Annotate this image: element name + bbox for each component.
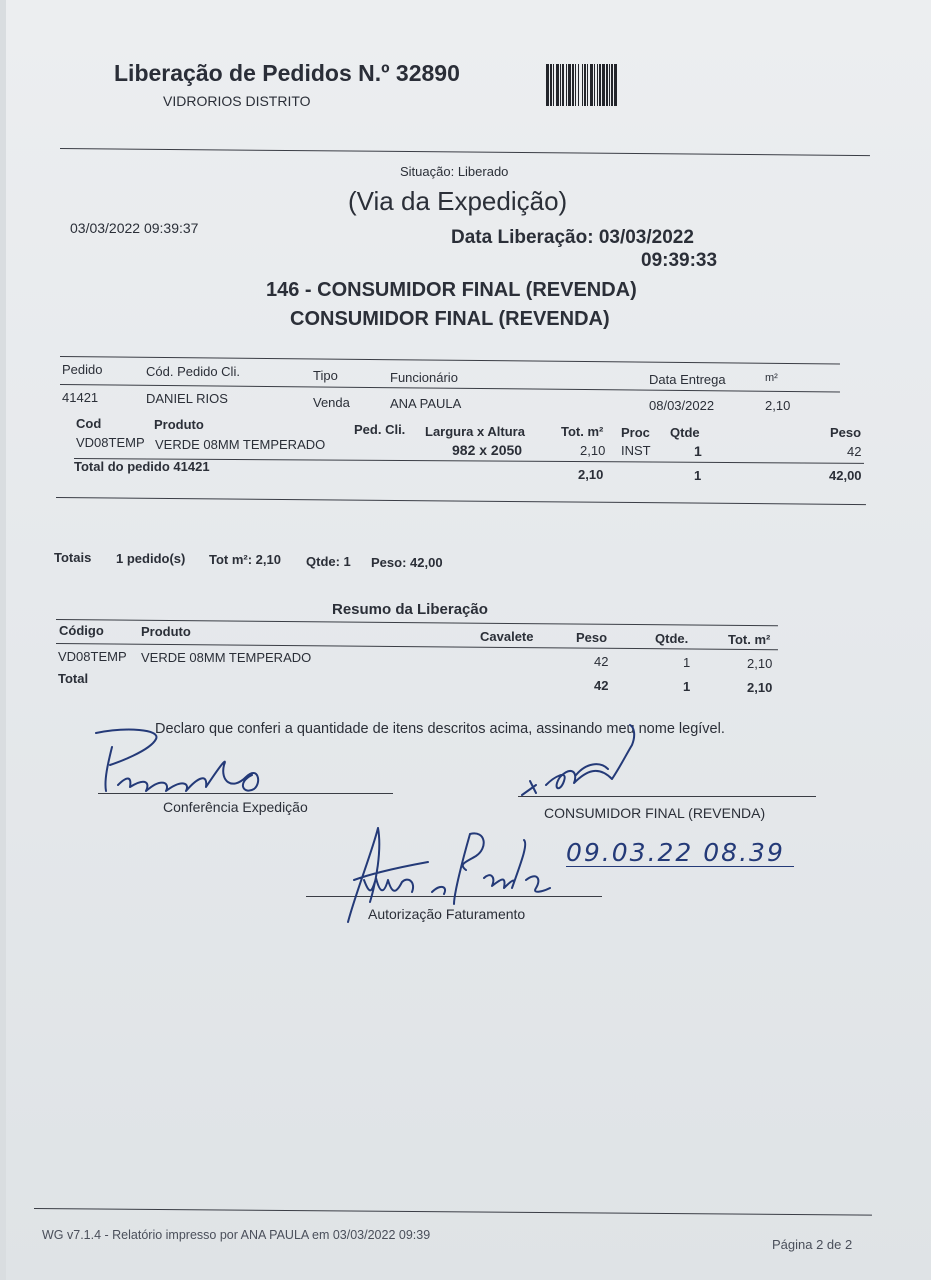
company-name: VIDRORIOS DISTRITO bbox=[163, 93, 311, 109]
col-tipo: Tipo bbox=[313, 368, 338, 383]
item-col-tot-m2: Tot. m² bbox=[561, 424, 604, 439]
summary-col-qtde: Qtde. bbox=[655, 631, 689, 646]
autorizacao-signature bbox=[336, 822, 566, 932]
employee: ANA PAULA bbox=[390, 396, 462, 411]
item-tot-m2: 2,10 bbox=[580, 443, 606, 458]
handwritten-date-underline bbox=[566, 866, 794, 867]
item-code: VD08TEMP bbox=[76, 435, 145, 450]
summary-title: Resumo da Liberação bbox=[332, 601, 488, 618]
totals-m2: Tot m²: 2,10 bbox=[209, 552, 281, 567]
order-total-label: Total do pedido 41421 bbox=[74, 459, 210, 474]
client-line-2: CONSUMIDOR FINAL (REVENDA) bbox=[290, 308, 610, 330]
conferencia-signature bbox=[86, 725, 296, 805]
autorizacao-label: Autorização Faturamento bbox=[368, 906, 526, 922]
client-line-1: 146 - CONSUMIDOR FINAL (REVENDA) bbox=[266, 279, 637, 301]
item-dims: 982 x 2050 bbox=[452, 442, 523, 458]
summary-row-tot-m2: 2,10 bbox=[747, 656, 773, 671]
print-datetime: 03/03/2022 09:39:37 bbox=[70, 220, 199, 236]
header-divider bbox=[60, 148, 870, 156]
summary-col-codigo: Código bbox=[59, 623, 104, 638]
consumidor-label: CONSUMIDOR FINAL (REVENDA) bbox=[544, 805, 766, 821]
item-qtde: 1 bbox=[694, 443, 702, 459]
footer-printed-by: WG v7.1.4 - Relatório impresso por ANA PAULA em 03/03/2022 09:39 bbox=[42, 1228, 431, 1242]
item-col-qtde: Qtde bbox=[670, 425, 700, 440]
item-proc: INST bbox=[621, 443, 651, 458]
item-col-proc: Proc bbox=[621, 425, 650, 440]
totals-orders: 1 pedido(s) bbox=[116, 551, 186, 566]
handwritten-date: 09.03.22 08.39 bbox=[566, 838, 785, 867]
status-text: Situação: Liberado bbox=[400, 164, 509, 179]
order-total-peso: 42,00 bbox=[829, 468, 862, 483]
order-type: Venda bbox=[313, 395, 350, 410]
item-product: VERDE 08MM TEMPERADO bbox=[155, 437, 326, 452]
order-total-qtde: 1 bbox=[694, 468, 702, 483]
item-col-peso: Peso bbox=[830, 425, 862, 440]
summary-total-label: Total bbox=[58, 671, 89, 686]
item-col-dims: Largura x Altura bbox=[425, 424, 525, 439]
conferencia-label: Conferência Expedição bbox=[163, 799, 308, 815]
summary-total-tot-m2: 2,10 bbox=[747, 680, 773, 695]
summary-row-codigo: VD08TEMP bbox=[58, 649, 127, 664]
item-col-ped-cli: Ped. Cli. bbox=[354, 422, 406, 437]
item-col-produto: Produto bbox=[154, 417, 204, 432]
col-cod-cli: Cód. Pedido Cli. bbox=[146, 364, 240, 379]
col-data-entrega: Data Entrega bbox=[649, 372, 726, 387]
release-time: 09:39:33 bbox=[641, 250, 718, 271]
summary-total-qtde: 1 bbox=[683, 679, 691, 694]
order-m2: 2,10 bbox=[765, 398, 791, 413]
consumidor-signature bbox=[516, 715, 646, 805]
order-total-m2: 2,10 bbox=[578, 467, 604, 482]
summary-row-qtde: 1 bbox=[683, 655, 691, 670]
declaration-text: Declaro que conferi a quantidade de itens descritos acima, assinando meu nome legível. bbox=[155, 721, 725, 737]
col-pedido: Pedido bbox=[62, 362, 103, 377]
summary-col-cavalete: Cavalete bbox=[480, 629, 534, 644]
release-date: Data Liberação: 03/03/2022 bbox=[451, 227, 694, 248]
document-title: Liberação de Pedidos N.º 32890 bbox=[114, 60, 460, 86]
summary-col-tot-m2: Tot. m² bbox=[728, 632, 771, 647]
summary-row-produto: VERDE 08MM TEMPERADO bbox=[141, 650, 312, 665]
order-number: 41421 bbox=[62, 390, 99, 405]
totals-peso: Peso: 42,00 bbox=[371, 555, 443, 570]
totals-qtde: Qtde: 1 bbox=[306, 554, 351, 569]
delivery-date: 08/03/2022 bbox=[649, 398, 715, 413]
document-page bbox=[6, 0, 931, 1280]
barcode bbox=[546, 64, 688, 106]
col-m2: m² bbox=[765, 372, 778, 384]
totals-label: Totais bbox=[54, 550, 92, 565]
item-col-cod: Cod bbox=[76, 416, 102, 431]
order-bottom-rule bbox=[56, 497, 866, 505]
summary-col-peso: Peso bbox=[576, 630, 608, 645]
client-order-code: DANIEL RIOS bbox=[146, 391, 228, 406]
summary-total-peso: 42 bbox=[594, 678, 609, 693]
col-funcionario: Funcionário bbox=[390, 370, 458, 385]
footer-rule bbox=[34, 1208, 872, 1216]
item-peso: 42 bbox=[847, 444, 862, 459]
via-label: (Via da Expedição) bbox=[348, 186, 568, 216]
summary-row-peso: 42 bbox=[594, 654, 609, 669]
summary-col-produto: Produto bbox=[141, 624, 191, 639]
barcode-bar bbox=[614, 64, 617, 106]
page-number: Página 2 de 2 bbox=[772, 1237, 853, 1252]
